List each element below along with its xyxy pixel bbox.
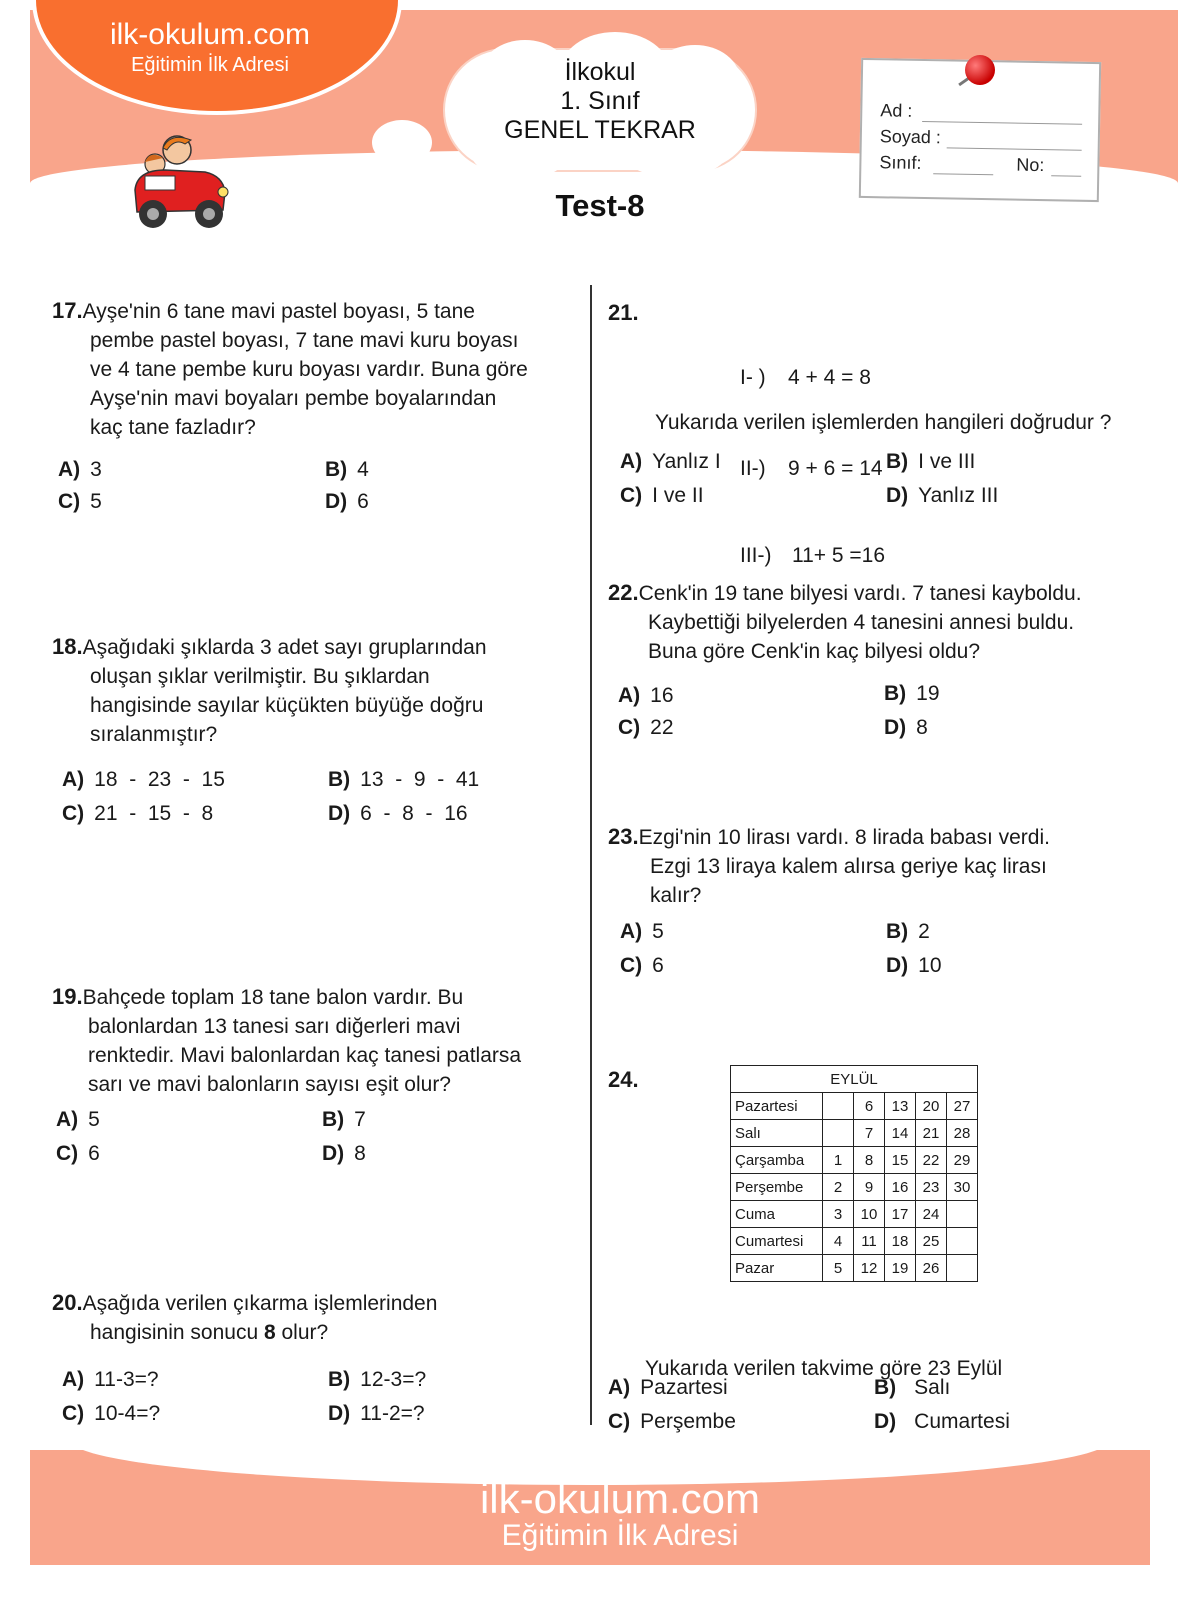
option-a[interactable] — [58, 458, 102, 482]
option-value: 6 — [88, 1142, 100, 1165]
calendar-date — [947, 1228, 978, 1255]
question-text-line: Ayşe'nin mavi boyaları pembe boyalarından — [90, 387, 497, 410]
footer-logo[interactable] — [400, 1475, 840, 1553]
operation-expression: 11+ 5 =16 — [792, 544, 886, 567]
question-number: 24. — [608, 1067, 639, 1092]
option-value: 7 — [354, 1108, 366, 1131]
question-text-line: kalır? — [650, 884, 702, 907]
number-field-label: No: — [1016, 154, 1045, 176]
option-d[interactable] — [322, 1142, 366, 1166]
option-label: D) — [328, 802, 351, 825]
option-label: C) — [58, 490, 81, 513]
calendar-date: 22 — [916, 1147, 947, 1174]
calendar-date: 14 — [885, 1120, 916, 1147]
option-value: 6 — [357, 490, 369, 513]
column-divider — [590, 285, 592, 1425]
option-value: Yanlız III — [918, 484, 999, 507]
question-text-line: Yukarıda verilen işlemlerden hangileri doğrudur ? — [655, 411, 1112, 434]
question-text-line: Cenk'in 19 tane bilyesi vardı. 7 tanesi kayboldu. — [638, 582, 1082, 605]
calendar-date: 15 — [885, 1147, 916, 1174]
question-text-line: balonlardan 13 tanesi sarı diğerleri mavi — [88, 1015, 461, 1038]
question-20 — [52, 1288, 582, 1347]
calendar-date: 12 — [854, 1255, 885, 1282]
calendar-date: 17 — [885, 1201, 916, 1228]
option-value: Cumartesi — [914, 1410, 1010, 1433]
question-18 — [52, 632, 582, 749]
question-22 — [608, 578, 1168, 666]
calendar-date: 16 — [885, 1174, 916, 1201]
option-a[interactable] — [56, 1108, 100, 1132]
question-number: 18. — [52, 634, 83, 659]
option-label: A) — [608, 1376, 631, 1399]
option-c[interactable] — [620, 484, 704, 508]
option-b[interactable] — [874, 1376, 950, 1400]
calendar-date: 4 — [823, 1228, 854, 1255]
question-text-bold: 8 — [263, 1321, 276, 1344]
option-value: 2 — [918, 920, 930, 943]
footer-site-name: ilk-okulum.com — [479, 1475, 761, 1522]
operation-item — [740, 541, 885, 570]
question-text-line: kaç tane fazladır? — [90, 416, 256, 439]
option-c[interactable] — [56, 1142, 100, 1166]
option-label: B) — [874, 1376, 897, 1399]
calendar-date: 19 — [885, 1255, 916, 1282]
calendar-date: 29 — [947, 1147, 978, 1174]
option-label: B) — [886, 920, 909, 943]
option-value: 6 — [652, 954, 664, 977]
option-label: D) — [322, 1142, 345, 1165]
calendar-date: 10 — [854, 1201, 885, 1228]
option-value: 3 — [90, 458, 102, 481]
calendar-date: 30 — [947, 1174, 978, 1201]
option-b[interactable] — [325, 458, 369, 482]
option-value: 10-4=? — [94, 1402, 161, 1425]
calendar-day-name: Çarşamba — [731, 1147, 823, 1174]
option-c[interactable] — [58, 490, 102, 514]
calendar-date: 25 — [916, 1228, 947, 1255]
question-text-line: sarı ve mavi balonların sayısı eşit olur? — [88, 1073, 451, 1096]
option-value: 19 — [916, 682, 940, 705]
option-a[interactable] — [608, 1376, 728, 1400]
class-field-label: Sınıf: — [879, 152, 922, 173]
option-c[interactable] — [620, 954, 664, 978]
option-c[interactable] — [62, 1402, 160, 1426]
calendar-row — [731, 1147, 978, 1174]
calendar-date — [947, 1201, 978, 1228]
option-label: A) — [62, 768, 85, 791]
question-text-line: Kaybettiği bilyelerden 4 tanesini annesi buldu. — [648, 611, 1075, 634]
surname-field-label: Soyad : — [879, 126, 942, 148]
logo-site-name: ilk-okulum.com — [109, 18, 311, 51]
calendar-date — [947, 1255, 978, 1282]
name-field[interactable] — [922, 121, 1082, 125]
calendar-day-name: Perşembe — [731, 1174, 823, 1201]
option-value: I ve II — [652, 484, 704, 507]
surname-field[interactable] — [947, 147, 1082, 150]
question-text-line: Aşağıdaki şıklarda 3 adet sayı gruplarından — [82, 636, 487, 659]
option-b[interactable] — [328, 1368, 426, 1392]
option-label: A) — [618, 684, 641, 707]
cloud-line-school: İlkokul — [564, 58, 636, 86]
option-label: B) — [325, 458, 348, 481]
question-number: 22. — [608, 580, 639, 605]
calendar-date: 2 — [823, 1174, 854, 1201]
footer-tagline: Eğitimin İlk Adresi — [501, 1519, 739, 1552]
calendar-date: 23 — [916, 1174, 947, 1201]
question-text-line: pembe pastel boyası, 7 tane mavi kuru boyası — [90, 329, 519, 352]
option-label: A) — [56, 1108, 79, 1131]
question-number: 23. — [608, 824, 639, 849]
calendar-date: 20 — [916, 1093, 947, 1120]
option-label: D) — [884, 716, 907, 739]
calendar-row — [731, 1174, 978, 1201]
option-value: 18 - 23 - 15 — [94, 768, 225, 791]
cloud-line-subject: GENEL TEKRAR — [504, 116, 696, 144]
question-text-line: Buna göre Cenk'in kaç bilyesi oldu? — [648, 640, 981, 663]
calendar-date: 28 — [947, 1120, 978, 1147]
logo[interactable] — [60, 18, 360, 77]
calendar-day-name: Salı — [731, 1120, 823, 1147]
calendar-date: 7 — [854, 1120, 885, 1147]
calendar-date: 21 — [916, 1120, 947, 1147]
question-text-line: Ezgi'nin 10 lirası vardı. 8 lirada babası verdi. — [638, 826, 1050, 849]
option-label: A) — [620, 450, 643, 473]
calendar-date: 6 — [854, 1093, 885, 1120]
option-c[interactable] — [618, 716, 674, 740]
option-c[interactable] — [608, 1410, 736, 1434]
calendar-date: 3 — [823, 1201, 854, 1228]
calendar-row — [731, 1093, 978, 1120]
logo-tagline: Eğitimin İlk Adresi — [131, 54, 289, 76]
question-text-part: hangisinin sonucu — [90, 1321, 264, 1344]
option-value: Pazartesi — [640, 1376, 728, 1399]
calendar-row — [731, 1120, 978, 1147]
calendar-date: 8 — [854, 1147, 885, 1174]
option-value: 22 — [650, 716, 674, 739]
option-label: D) — [328, 1402, 351, 1425]
option-a[interactable] — [620, 920, 664, 944]
calendar-date: 24 — [916, 1201, 947, 1228]
option-d[interactable] — [884, 716, 928, 740]
option-d[interactable] — [886, 954, 942, 978]
calendar-date — [823, 1120, 854, 1147]
calendar-date: 1 — [823, 1147, 854, 1174]
option-value: 5 — [652, 920, 664, 943]
question-text-line: Ayşe'nin 6 tane mavi pastel boyası, 5 tane — [82, 300, 475, 323]
option-value: 10 — [918, 954, 942, 977]
option-label: B) — [884, 682, 907, 705]
option-value: 6 - 8 - 16 — [360, 802, 468, 825]
calendar-date: 26 — [916, 1255, 947, 1282]
operation-expression: 9 + 6 = 14 — [788, 457, 883, 480]
option-label: B) — [328, 768, 351, 791]
option-value: 5 — [90, 490, 102, 513]
operation-item — [740, 363, 885, 392]
operation-label: I- ) — [740, 366, 766, 389]
question-text-line: renktedir. Mavi balonlardan kaç tanesi patlarsa — [88, 1044, 522, 1067]
calendar-day-name: Pazar — [731, 1255, 823, 1282]
option-a[interactable] — [618, 684, 674, 708]
option-label: A) — [62, 1368, 85, 1391]
calendar-date: 5 — [823, 1255, 854, 1282]
option-label: B) — [886, 450, 909, 473]
operation-label: II-) — [740, 457, 766, 480]
thought-puff — [310, 158, 350, 188]
option-a[interactable] — [62, 768, 225, 792]
option-label: B) — [328, 1368, 351, 1391]
option-d[interactable] — [325, 490, 369, 514]
cloud-line-grade: 1. Sınıf — [560, 87, 640, 115]
option-d[interactable] — [886, 484, 998, 508]
option-value: 8 — [916, 716, 928, 739]
question-number: 20. — [52, 1290, 83, 1315]
calendar-day-name: Cumartesi — [731, 1228, 823, 1255]
class-field[interactable] — [933, 173, 993, 175]
question-24 — [608, 1065, 639, 1095]
calendar-date: 18 — [885, 1228, 916, 1255]
calendar-row — [731, 1228, 978, 1255]
option-b[interactable] — [322, 1108, 366, 1132]
option-a[interactable] — [620, 450, 721, 474]
option-label: C) — [62, 1402, 85, 1425]
option-label: C) — [618, 716, 641, 739]
push-pin-icon — [965, 55, 995, 85]
option-label: D) — [886, 484, 909, 507]
option-label: C) — [620, 954, 643, 977]
option-label: B) — [322, 1108, 345, 1131]
option-value: 4 — [357, 458, 369, 481]
calendar-date: 9 — [854, 1174, 885, 1201]
question-23 — [608, 822, 1168, 910]
car-illustration — [125, 130, 235, 240]
option-b[interactable] — [884, 682, 940, 706]
option-label: A) — [620, 920, 643, 943]
calendar-day-name: Pazartesi — [731, 1093, 823, 1120]
option-value: 12-3=? — [360, 1368, 427, 1391]
option-value: 16 — [650, 684, 674, 707]
option-label: C) — [620, 484, 643, 507]
option-value: Yanlız I — [652, 450, 721, 473]
question-text-line: ve 4 tane pembe kuru boyası vardır. Buna göre — [90, 358, 528, 381]
test-title: Test-8 — [555, 188, 645, 223]
number-field[interactable] — [1051, 175, 1081, 177]
thought-puff — [235, 205, 251, 217]
cloud-title — [445, 58, 755, 145]
question-text-line: oluşan şıklar verilmiştir. Bu şıklardan — [90, 665, 430, 688]
option-label: D) — [886, 954, 909, 977]
option-label: D) — [874, 1410, 897, 1433]
option-label: C) — [62, 802, 85, 825]
option-value: 11-2=? — [360, 1402, 425, 1425]
question-number: 17. — [52, 298, 83, 323]
question-text-line: Ezgi 13 liraya kalem alırsa geriye kaç lirası — [650, 855, 1047, 878]
option-label: C) — [608, 1410, 631, 1433]
question-21 — [608, 298, 639, 328]
question-number: 19. — [52, 984, 83, 1009]
calendar-day-name: Cuma — [731, 1201, 823, 1228]
thought-puff — [372, 120, 432, 165]
question-text-line: Yukarıda verilen takvime göre 23 Eylül — [645, 1357, 1003, 1380]
question-text-line: hangisinde sayılar küçükten büyüğe doğru — [90, 694, 484, 717]
option-c[interactable] — [62, 802, 213, 826]
thought-puff — [268, 185, 294, 205]
operation-expression: 4 + 4 = 8 — [788, 366, 871, 389]
option-d[interactable] — [874, 1410, 1010, 1434]
calendar-date: 27 — [947, 1093, 978, 1120]
question-text-part: olur? — [275, 1321, 329, 1344]
calendar-body — [731, 1093, 978, 1282]
option-label: D) — [325, 490, 348, 513]
option-d[interactable] — [328, 1402, 425, 1426]
operation-item — [740, 454, 885, 483]
option-value: Perşembe — [640, 1410, 736, 1433]
option-b[interactable] — [328, 768, 479, 792]
question-number: 21. — [608, 300, 639, 325]
calendar-date: 13 — [885, 1093, 916, 1120]
option-b[interactable] — [886, 450, 975, 474]
question-text-line: sıralanmıştır? — [90, 723, 218, 746]
question-text-line — [52, 1318, 582, 1347]
question-19 — [52, 982, 587, 1099]
calendar-month: EYLÜL — [731, 1066, 978, 1093]
option-value: 5 — [88, 1108, 100, 1131]
calendar-table — [730, 1065, 978, 1282]
question-text-line: Aşağıda verilen çıkarma işlemlerinden — [82, 1292, 438, 1315]
option-value: 13 - 9 - 41 — [360, 768, 480, 791]
name-field-label: Ad : — [880, 100, 913, 121]
question-text-line: Bahçede toplam 18 tane balon vardır. Bu — [82, 986, 464, 1009]
option-value: 8 — [354, 1142, 366, 1165]
calendar-date: 11 — [854, 1228, 885, 1255]
operation-label: III-) — [740, 544, 772, 567]
calendar-row — [731, 1255, 978, 1282]
option-d[interactable] — [328, 802, 468, 826]
option-b[interactable] — [886, 920, 930, 944]
option-value: 21 - 15 - 8 — [94, 802, 214, 825]
option-a[interactable] — [62, 1368, 159, 1392]
option-label: A) — [58, 458, 81, 481]
calendar-row — [731, 1201, 978, 1228]
option-value: Salı — [914, 1376, 951, 1399]
option-value: I ve III — [918, 450, 976, 473]
operation-list — [740, 305, 885, 599]
calendar-date — [823, 1093, 854, 1120]
option-label: C) — [56, 1142, 79, 1165]
question-17 — [52, 296, 582, 442]
option-value: 11-3=? — [94, 1368, 159, 1391]
